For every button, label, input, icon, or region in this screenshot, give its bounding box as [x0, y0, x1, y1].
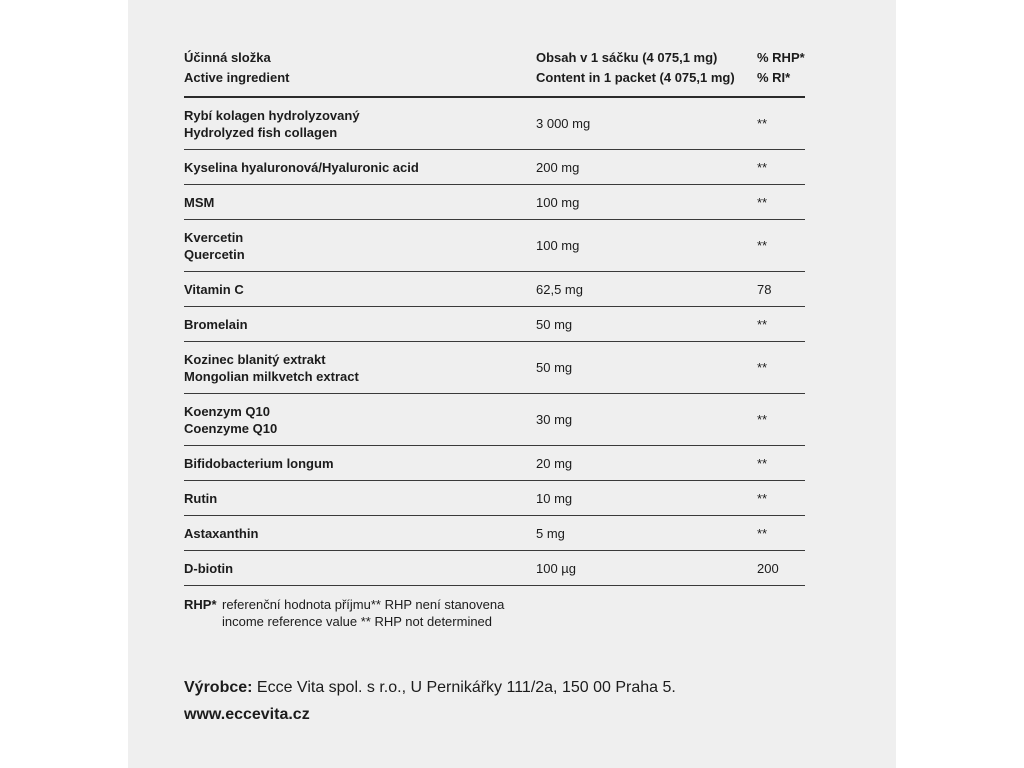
- ingredient-name-line: Quercetin: [184, 246, 245, 262]
- ingredient-name: [184, 455, 536, 472]
- ingredient-name-line: Bromelain: [184, 316, 248, 332]
- header-content: [536, 48, 757, 88]
- table-row: [184, 516, 805, 551]
- ingredient-name-line: Coenzyme Q10: [184, 420, 278, 436]
- footnote-line-en: income reference value ** RHP not determined: [222, 614, 493, 629]
- table-row: [184, 342, 805, 394]
- ingredient-name-line: Astaxanthin: [184, 525, 259, 541]
- ingredient-name-line: Kyselina hyaluronová/Hyaluronic acid: [184, 159, 419, 175]
- table-row: [184, 394, 805, 446]
- ingredient-rhp: **: [757, 316, 768, 332]
- ingredient-amount: 5 mg: [536, 525, 565, 541]
- ingredient-name: [184, 490, 536, 507]
- ingredient-name: [184, 194, 536, 211]
- header-ingredient-en: Active ingredient: [184, 70, 290, 85]
- ingredient-rhp: **: [757, 238, 768, 253]
- footnote-line-cz: referenční hodnota příjmu** RHP není stanovena: [222, 597, 505, 612]
- website-link[interactable]: www.eccevita.cz: [184, 706, 310, 723]
- header-ingredient-cz: Účinná složka: [184, 50, 271, 65]
- header-ingredient: [184, 48, 536, 88]
- table-row: [184, 307, 805, 342]
- ingredient-name: [184, 351, 536, 385]
- ingredient-name-line: Mongolian milkvetch extract: [184, 368, 359, 384]
- ingredient-name: [184, 560, 536, 577]
- ingredient-rhp: **: [757, 455, 768, 471]
- ingredient-rhp: **: [757, 360, 768, 375]
- ingredient-amount: 100 µg: [536, 560, 577, 576]
- ingredient-rhp: **: [757, 194, 768, 210]
- ingredient-name-line: Kvercetin: [184, 229, 244, 245]
- ingredient-name: [184, 281, 536, 298]
- ingredient-name-line: D-biotin: [184, 560, 234, 576]
- ingredient-rhp: **: [757, 525, 768, 541]
- table-row: [184, 272, 805, 307]
- ingredient-amount: 100 mg: [536, 238, 580, 253]
- ingredient-rhp: **: [757, 490, 768, 506]
- ingredient-amount: 20 mg: [536, 455, 573, 471]
- ingredient-name-line: Kozinec blanitý extrakt: [184, 351, 326, 367]
- table-row: [184, 150, 805, 185]
- ingredient-amount: 50 mg: [536, 316, 573, 332]
- ingredient-amount: 50 mg: [536, 360, 573, 375]
- table-row: [184, 551, 805, 586]
- header-rhp: [757, 48, 805, 88]
- ingredient-amount: 10 mg: [536, 490, 573, 506]
- ingredient-amount: 200 mg: [536, 159, 580, 175]
- manufacturer-address: Ecce Vita spol. s r.o., U Pernikářky 111/2a, 150 00 Praha 5.: [252, 679, 676, 696]
- table-row: [184, 446, 805, 481]
- footnote-key: RHP*: [184, 597, 217, 612]
- ingredient-rhp: 200: [757, 560, 779, 576]
- ingredient-amount: 100 mg: [536, 194, 580, 210]
- ingredient-rhp: 78: [757, 281, 772, 297]
- manufacturer-info: [184, 674, 676, 728]
- ingredient-name-line: Rutin: [184, 490, 218, 506]
- header-rhp-en: % RI*: [757, 70, 791, 85]
- ingredient-name: [184, 316, 536, 333]
- table-row: [184, 481, 805, 516]
- ingredient-rhp: **: [757, 116, 768, 131]
- ingredient-name-line: MSM: [184, 194, 215, 210]
- ingredient-amount: 3 000 mg: [536, 116, 591, 131]
- ingredient-name-line: Hydrolyzed fish collagen: [184, 124, 338, 140]
- table-row: [184, 98, 805, 150]
- header-content-en: Content in 1 packet (4 075,1 mg): [536, 70, 735, 85]
- table-row: [184, 185, 805, 220]
- ingredient-rhp: **: [757, 412, 768, 427]
- ingredient-name-line: Rybí kolagen hydrolyzovaný: [184, 107, 360, 123]
- ingredient-name: [184, 229, 536, 263]
- ingredient-name: [184, 107, 536, 141]
- ingredient-amount: 30 mg: [536, 412, 573, 427]
- ingredient-amount: 62,5 mg: [536, 281, 583, 297]
- footnote: [184, 596, 805, 630]
- ingredient-name: [184, 525, 536, 542]
- ingredients-section: [184, 48, 805, 630]
- manufacturer-label: Výrobce:: [184, 679, 253, 696]
- ingredients-table-body: [184, 98, 805, 586]
- ingredient-name-line: Koenzym Q10: [184, 403, 270, 419]
- header-rhp-cz: % RHP*: [757, 50, 805, 65]
- manufacturer-line: [184, 674, 676, 701]
- ingredient-name-line: Bifidobacterium longum: [184, 455, 334, 471]
- ingredient-name: [184, 159, 536, 176]
- ingredient-name-line: Vitamin C: [184, 281, 244, 297]
- ingredient-name: [184, 403, 536, 437]
- header-content-cz: Obsah v 1 sáčku (4 075,1 mg): [536, 50, 718, 65]
- table-header: [184, 48, 805, 98]
- footnote-text: [222, 596, 504, 630]
- ingredient-rhp: **: [757, 159, 768, 175]
- table-row: [184, 220, 805, 272]
- label-panel: [128, 0, 896, 768]
